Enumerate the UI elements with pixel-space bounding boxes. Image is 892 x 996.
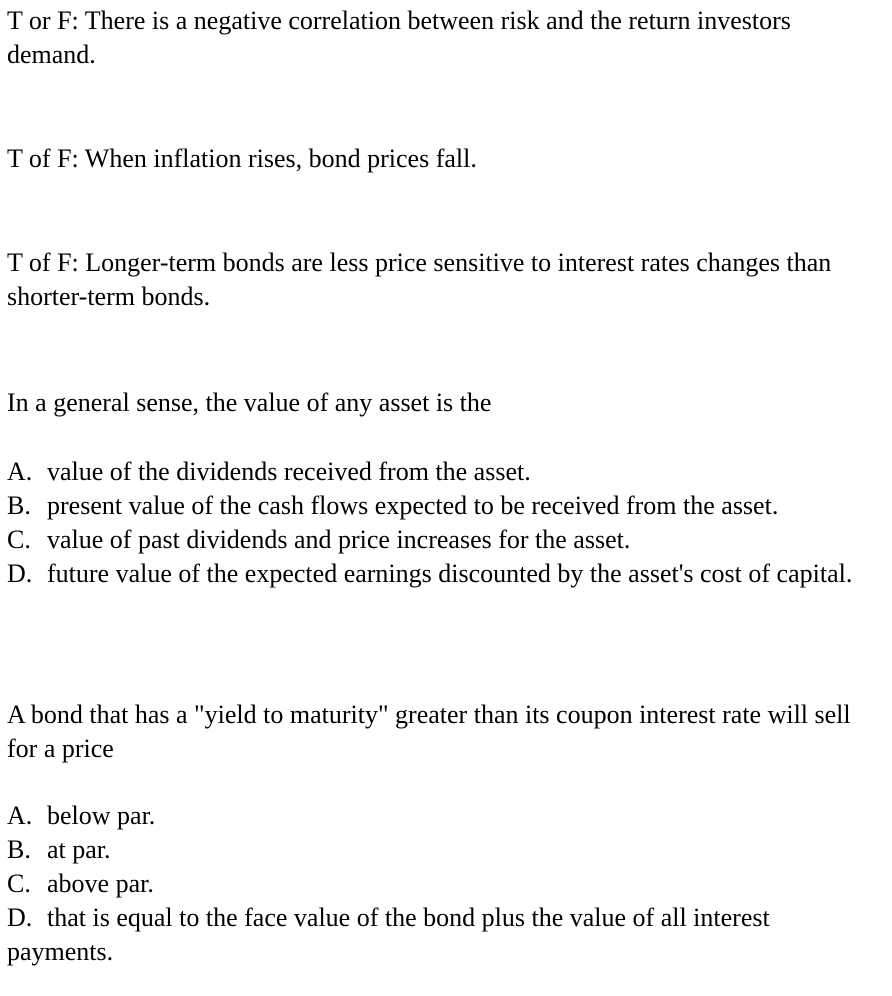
option-letter: D.: [7, 903, 33, 932]
question-4-stem: In a general sense, the value of any asset is the: [7, 388, 492, 417]
option-text: value of the dividends received from the asset.: [47, 457, 531, 486]
option-letter: A.: [7, 801, 33, 830]
question-5-option-d: [7, 901, 877, 969]
option-text: at par.: [47, 835, 111, 864]
question-2: [7, 142, 877, 176]
question-4-option-d: [7, 557, 877, 591]
option-letter: C.: [7, 869, 31, 898]
option-text: present value of the cash flows expected to be received from the asset.: [47, 491, 779, 520]
question-3-stem: T of F: Longer-term bonds are less price sensitive to interest rates changes than shorter-term bonds.: [7, 248, 832, 311]
question-5-option-c: [7, 867, 877, 901]
question-5-options: [7, 799, 877, 969]
question-1-stem: T or F: There is a negative correlation between risk and the return investors demand.: [7, 6, 791, 69]
option-text: above par.: [47, 869, 154, 898]
question-4-option-a: [7, 455, 877, 489]
option-letter: C.: [7, 525, 31, 554]
question-4: [7, 386, 877, 591]
question-1: [7, 4, 877, 72]
question-5-stem: A bond that has a "yield to maturity" greater than its coupon interest rate will sell for a price: [7, 700, 851, 763]
question-4-options: [7, 455, 877, 591]
option-text: below par.: [47, 801, 156, 830]
question-5-option-a: [7, 799, 877, 833]
option-letter: D.: [7, 559, 33, 588]
option-text: value of past dividends and price increases for the asset.: [47, 525, 631, 554]
question-2-stem: T of F: When inflation rises, bond prices fall.: [7, 144, 477, 173]
question-5: [7, 698, 877, 969]
option-letter: B.: [7, 491, 31, 520]
question-5-option-b: [7, 833, 877, 867]
question-3: [7, 246, 877, 314]
option-letter: A.: [7, 457, 33, 486]
question-4-option-c: [7, 523, 877, 557]
option-text: future value of the expected earnings discounted by the asset's cost of capital.: [47, 559, 853, 588]
question-4-option-b: [7, 489, 877, 523]
option-letter: B.: [7, 835, 31, 864]
option-text: that is equal to the face value of the bond plus the value of all interest payments.: [7, 903, 770, 966]
